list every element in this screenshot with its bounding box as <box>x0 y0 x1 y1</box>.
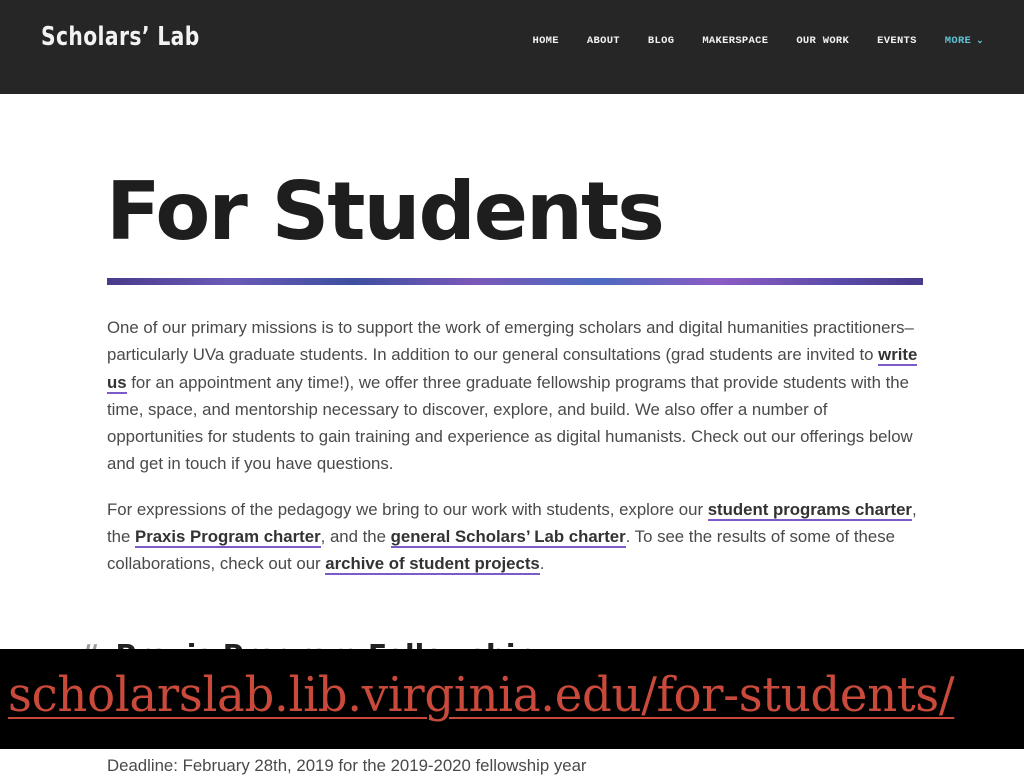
pedagogy-text: For expressions of the pedagogy we bring to our work with students, explore our <box>107 499 708 519</box>
student-projects-archive-link[interactable]: archive of student projects <box>325 554 540 574</box>
student-programs-charter-link[interactable]: student programs charter <box>707 499 912 519</box>
pedagogy-paragraph <box>107 496 927 578</box>
nav-makerspace[interactable]: MAKERSPACE <box>702 35 769 47</box>
deadline-text: Deadline: February 28th, 2019 for the 2019-2020 fellowship year <box>107 756 587 775</box>
nav-blog[interactable]: BLOG <box>647 35 675 47</box>
intro-text: for an appointment any time!), we offer three graduate fellowship programs that provide students with the time, space, and mentorship necessary to discover, explore, and build. We also offer a number of opportunities for students to gain training and experience as digital humanists. Check out our offerings below and get in touch if you have questions. <box>107 372 913 474</box>
nav-more[interactable] <box>945 35 984 47</box>
praxis-charter-link[interactable]: Praxis Program charter <box>135 527 321 547</box>
scholars-lab-charter-link[interactable]: general Scholars’ Lab charter <box>390 527 626 547</box>
title-divider <box>107 278 923 285</box>
nav-about[interactable]: ABOUT <box>586 35 620 47</box>
pedagogy-text: . <box>539 554 545 574</box>
nav-more-label: MORE <box>944 35 972 47</box>
site-header <box>0 0 1024 94</box>
chevron-down-icon: ⌄ <box>976 36 984 46</box>
nav-home[interactable]: HOME <box>532 35 559 47</box>
banner-url-link[interactable]: scholarslab.lib.virginia.edu/for-students/ <box>8 667 955 723</box>
main-nav <box>532 35 984 47</box>
pedagogy-text: . To see the results of some of these collaborations, check out our <box>107 527 895 574</box>
intro-content <box>107 314 927 596</box>
nav-our-work[interactable]: OUR WORK <box>796 35 850 47</box>
pedagogy-text: , and the <box>320 527 391 547</box>
intro-paragraph <box>107 314 927 478</box>
pedagogy-text: , the <box>107 499 917 547</box>
nav-events[interactable]: EVENTS <box>877 35 917 47</box>
site-logo[interactable]: Scholars’ Lab <box>41 22 200 52</box>
write-us-link[interactable]: write us <box>107 345 918 392</box>
page-title: For Students <box>106 165 663 258</box>
intro-text: One of our primary missions is to support the work of emerging scholars and digital humanities practitioners–particularly UVa graduate students. In addition to our general consultations (grad students are invited to <box>107 318 914 365</box>
